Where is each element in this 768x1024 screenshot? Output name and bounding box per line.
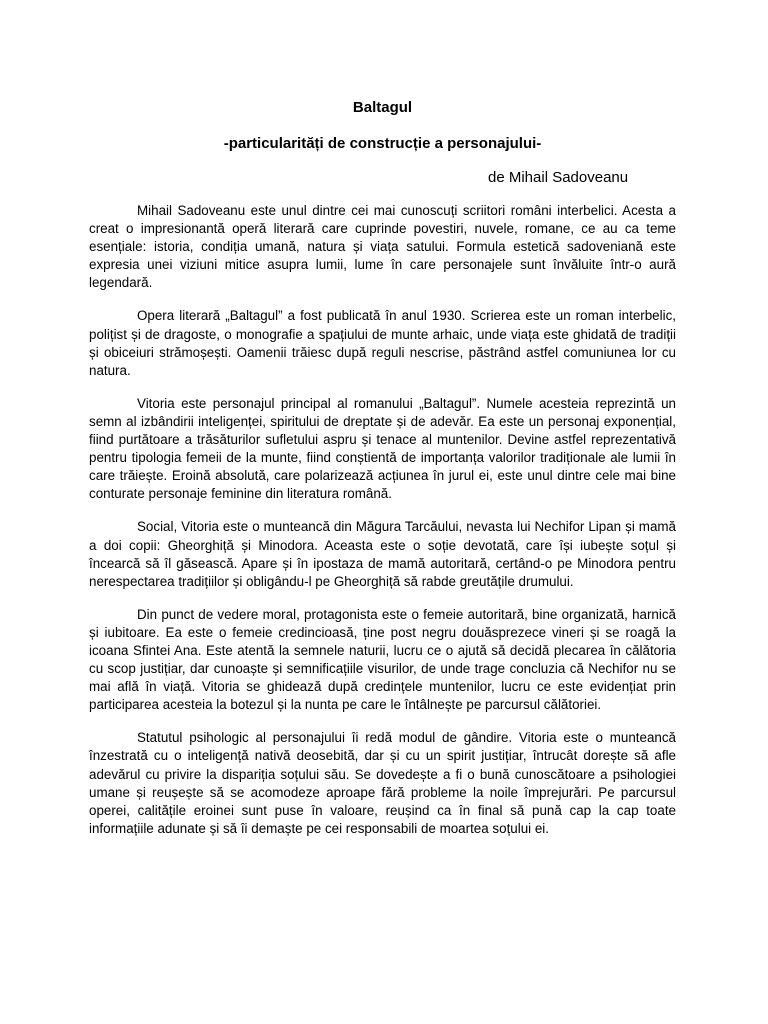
paragraph-publication: Opera literară „Baltagul” a fost publicată în anul 1930. Scrierea este un roman interbelic, polițist și de dragoste, o monografie a spațiului de munte arhaic, unde viața este ghidată de tradiții și obiceiuri strămoșești. Oamenii trăiesc după reguli nescrise, păstrând astfel comuniunea lor cu natura. xyxy=(89,308,676,378)
document-content xyxy=(89,98,676,853)
paragraph-social-status: Social, Vitoria este o munteancă din Măgura Tarcăului, nevasta lui Nechifor Lipan și mamă a doi copii: Gheorghiță și Minodora. Aceasta este o soție devotată, care își iubește soțul și încearcă să îl găsească. Apare și în ipostaza de mamă autoritară, certând-o pe Minodora pentru nerespectarea tradițiilor și obligându-l pe Gheorghiță să rabde greutățile drumului. xyxy=(89,519,676,589)
paragraph-moral-status: Din punct de vedere moral, protagonista este o femeie autoritară, bine organizată, harnică și iubitoare. Ea este o femeie credincioasă, ține post negru douăsprezece vineri și se roagă la icoana Sfintei Ana. Este atentă la semnele naturii, lucru ce o ajută să decidă plecarea în călătoria cu scop justițiar, dar cunoaște și semnificațiile visurilor, de unde trage concluzia că Nechifor nu se mai află în viață. Vitoria se ghidează după credințele muntenilor, lucru ce este evidențiat prin participarea acesteia la botezul și la nunta pe care le întâlnește pe parcursul călătoriei. xyxy=(89,606,676,713)
paragraph-introduction: Mihail Sadoveanu este unul dintre cei mai cunoscuți scriitori români interbelici. Acesta a creat o impresionantă operă literară care cuprinde povestiri, nuvele, romane, ce au ca teme esențiale: istoria, condiția umană, natura și viața satului. Formula estetică sadoveniană este expresia unei viziuni mitice asupra lumii, lume în care personajele sunt învăluite într-o aură legendară. xyxy=(89,203,676,291)
paragraph-main-character: Vitoria este personajul principal al romanului „Baltagul”. Numele acesteia reprezintă un semn al izbândirii inteligenței, spiritului de dreptate și de adevăr. Ea este un personaj exponențial, fiind purtătoare a trăsăturilor sufletului aspru și tenace al muntenilor. Devine astfel reprezentativă pentru tipologia femeii de la munte, fiind conștientă de importanța valorilor tradiționale ale lumii în care trăiește. Eroină absolută, care polarizează acțiunea în jurul ei, este unul dintre cele mai bine conturate personaje feminine din literatura română. xyxy=(89,395,676,502)
document-subtitle: -particularități de construcție a personajului- xyxy=(223,135,542,152)
document-author: de Mihail Sadoveanu xyxy=(488,169,629,186)
paragraph-psychological-status: Statutul psihologic al personajului îi redă modul de gândire. Vitoria este o munteancă înzestrată cu o inteligență nativă deosebită, dar și cu un spirit justițiar, întrucât dorește să afle adevărul cu privire la dispariția soțului său. Se dovedește a fi o bună cunoscătoare a psihologiei umane și reușește să se acomodeze aproape fără probleme la noile împrejurări. Pe parcursul operei, calitățile eroinei sunt puse în valoare, reușind ca în final să pună cap la cap toate informațiile adunate și să îi demaște pe cei responsabili de moartea soțului ei. xyxy=(89,730,676,836)
document-title: Baltagul xyxy=(352,99,413,116)
